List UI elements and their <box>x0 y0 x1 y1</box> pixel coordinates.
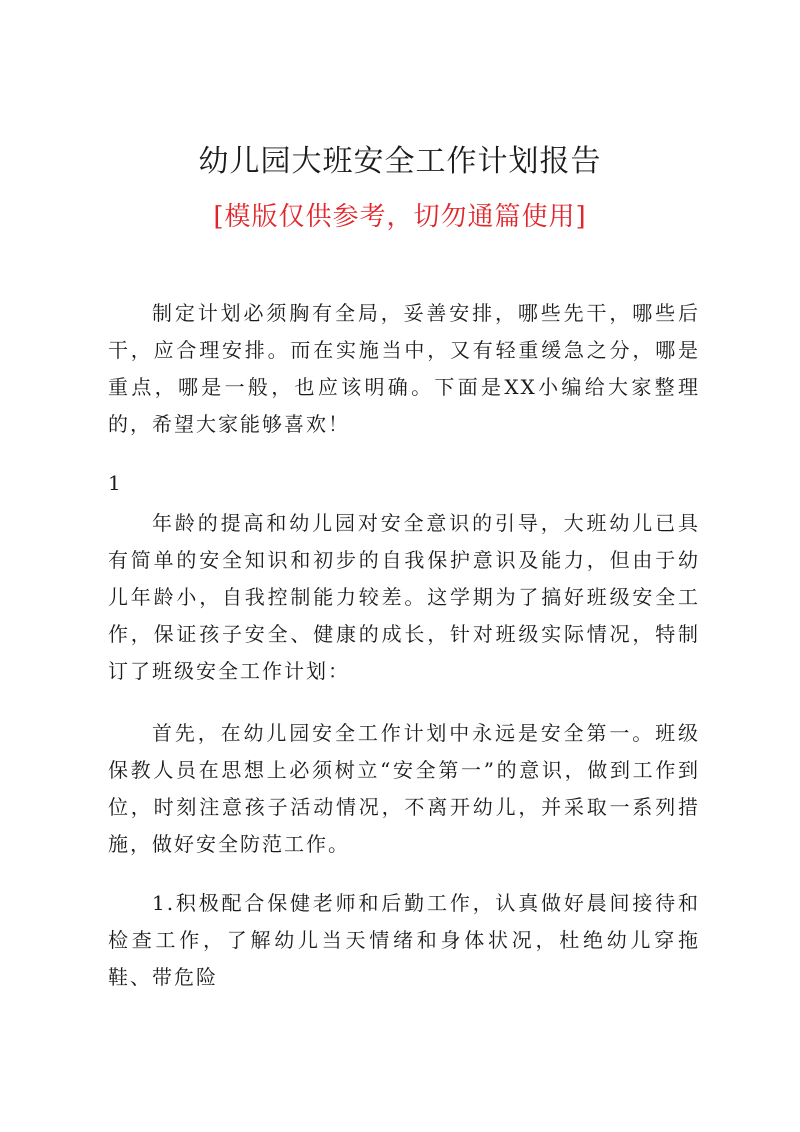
measure-1-paragraph: 1.积极配合保健老师和后勤工作，认真做好晨间接待和检查工作，了解幼儿当天情绪和身体状况，杜绝幼儿穿拖鞋、带危险 <box>108 891 700 989</box>
page-title: 幼儿园大班安全工作计划报告 <box>198 144 602 179</box>
section-number: 1 <box>108 471 121 495</box>
safety-first-paragraph: 首先，在幼儿园安全工作计划中永远是安全第一。班级保教人员在思想上必须树立“安全第一”的意识，做到工作到位，时刻注意孩子活动情况，不离开幼儿，并采取一系列措施，做好安全防范工作。 <box>108 721 700 856</box>
background-paragraph: 年龄的提高和幼儿园对安全意识的引导，大班幼儿已具有简单的安全知识和初步的自我保护意识及能力，但由于幼儿年龄小，自我控制能力较差。这学期为了搞好班级安全工作，保证孩子安全、健康的成长，针对班级实际情况，特制订了班级安全工作计划： <box>108 511 700 683</box>
template-disclaimer: [模版仅供参考，切勿通篇使用] <box>213 202 587 232</box>
intro-paragraph: 制定计划必须胸有全局，妥善安排，哪些先干，哪些后干，应合理安排。而在实施当中，又有轻重缓急之分，哪是重点，哪是一般，也应该明确。下面是XX小编给大家整理的，希望大家能够喜欢！ <box>108 301 700 436</box>
